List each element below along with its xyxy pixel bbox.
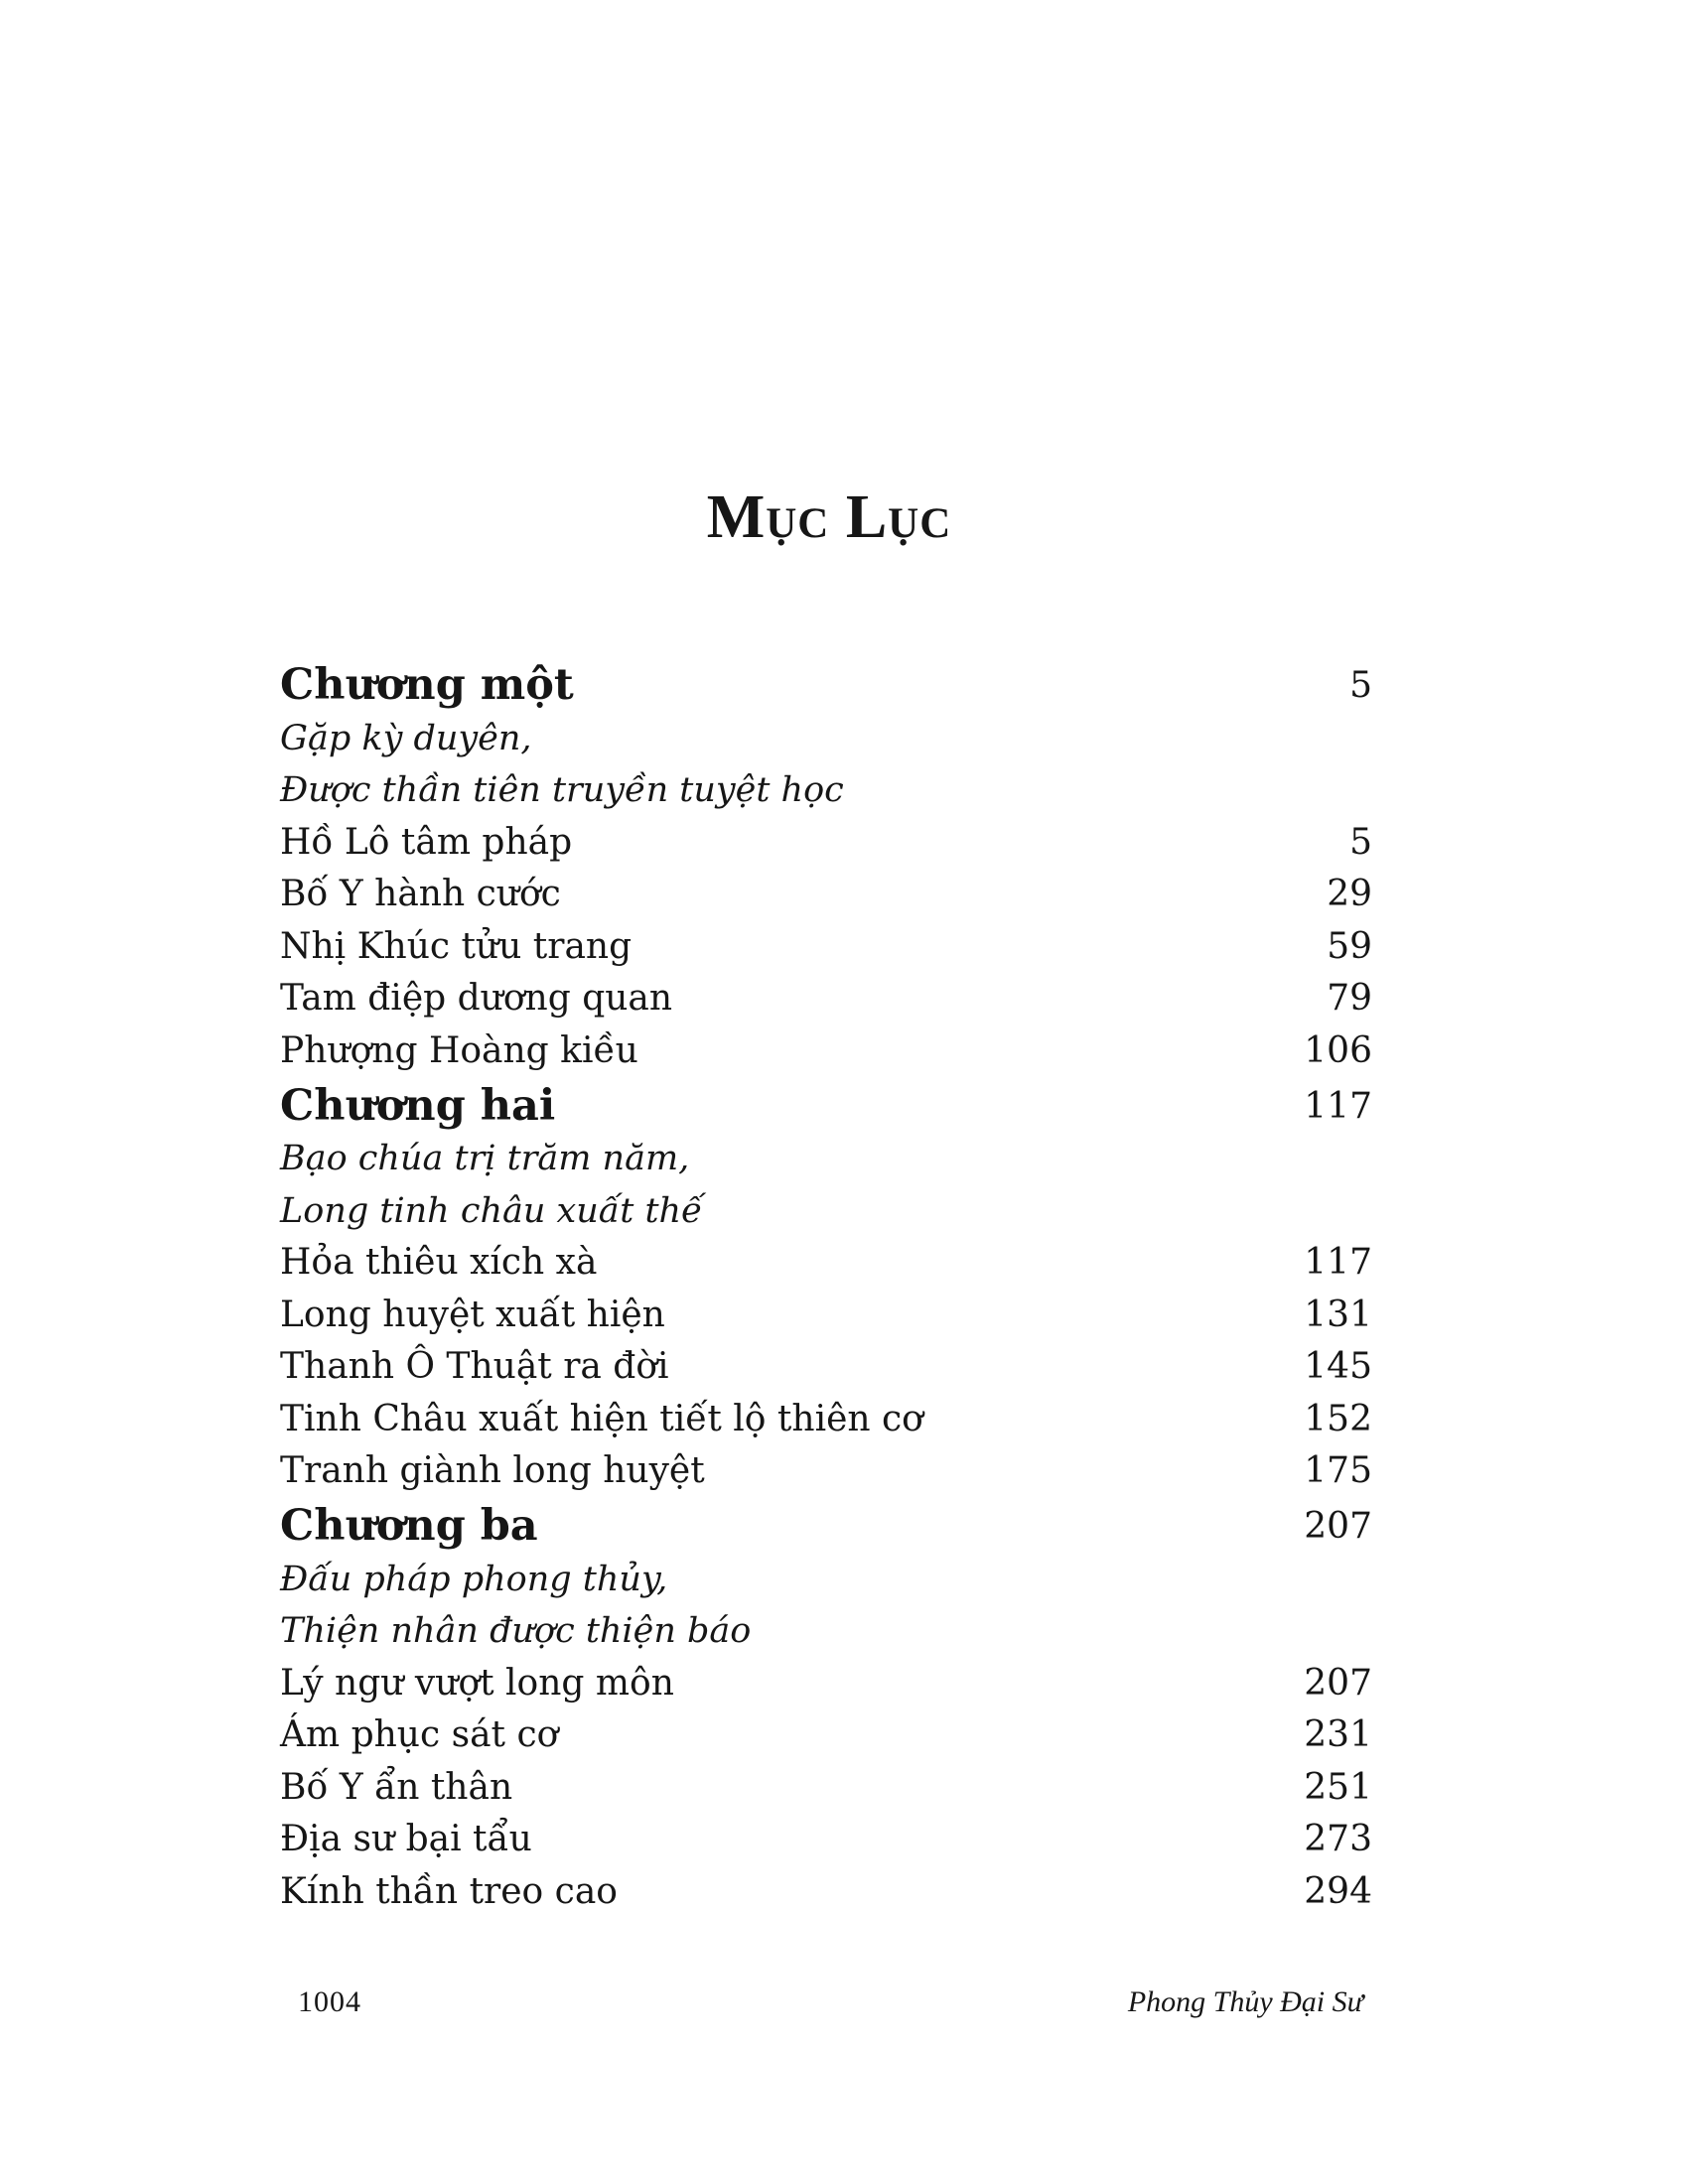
chapter-subtitle-line <box>280 1557 1372 1609</box>
chapter-heading-row <box>280 1501 1372 1557</box>
chapter-subtitle-line <box>280 1137 1372 1189</box>
chapter-subtitle-line <box>280 716 1372 768</box>
chapter-subtitle-line <box>280 768 1372 821</box>
toc-entry-title: Ám phục sát cơ <box>280 1714 559 1755</box>
chapter-heading: Chương hai <box>280 1080 556 1131</box>
toc-entry <box>280 1345 1372 1398</box>
toc-entry-title: Bố Y ẩn thân <box>280 1766 513 1808</box>
chapter-subtitle-text: Đấu pháp phong thủy, <box>280 1559 668 1599</box>
table-of-contents <box>280 660 1372 1922</box>
toc-entry <box>280 1449 1372 1502</box>
toc-entry-title: Tam điệp dương quan <box>280 978 673 1019</box>
footer-book-title: Phong Thủy Đại Sư <box>1127 1985 1363 2018</box>
chapter-block <box>280 660 1372 1081</box>
chapter-subtitle-text: Được thần tiên truyền tuyệt học <box>280 770 844 810</box>
toc-entry <box>280 1869 1372 1922</box>
toc-entry-page: 117 <box>1304 1242 1372 1283</box>
toc-entry-title: Lý ngư vượt long môn <box>280 1662 674 1704</box>
chapter-page-number: 117 <box>1304 1085 1372 1127</box>
toc-entry <box>280 1765 1372 1818</box>
toc-entry <box>280 1818 1372 1870</box>
chapter-block <box>280 1501 1372 1922</box>
toc-entry-title: Hỏa thiêu xích xà <box>280 1242 598 1283</box>
toc-entry-page: 207 <box>1304 1662 1372 1704</box>
toc-entry-page: 59 <box>1327 925 1372 967</box>
toc-entry-page: 131 <box>1304 1294 1372 1335</box>
chapter-subtitle-text: Gặp kỳ duyên, <box>280 718 532 758</box>
toc-entry-title: Tinh Châu xuất hiện tiết lộ thiên cơ <box>280 1398 923 1439</box>
footer-page-number: 1004 <box>298 1985 361 2018</box>
toc-entry <box>280 1397 1372 1449</box>
toc-entry <box>280 1293 1372 1345</box>
toc-entry <box>280 924 1372 977</box>
toc-entry-page: 29 <box>1327 874 1372 914</box>
toc-entry-title: Hồ Lô tâm pháp <box>280 821 573 863</box>
toc-entry-title: Nhị Khúc tửu trang <box>280 925 633 967</box>
chapter-heading-row <box>280 1081 1372 1137</box>
toc-entry-title: Bố Y hành cước <box>280 874 561 914</box>
chapter-heading: Chương một <box>280 660 574 710</box>
toc-entry-title: Tranh giành long huyệt <box>280 1450 705 1491</box>
chapter-heading: Chương ba <box>280 1501 538 1551</box>
chapter-subtitle-text: Thiện nhân được thiện báo <box>280 1611 752 1651</box>
toc-entry <box>280 1713 1372 1766</box>
toc-entry-page: 106 <box>1304 1029 1372 1071</box>
toc-entry-page: 79 <box>1327 978 1372 1019</box>
toc-entry-page: 145 <box>1304 1346 1372 1387</box>
toc-entry-title: Long huyệt xuất hiện <box>280 1294 665 1335</box>
toc-entry-title: Thanh Ô Thuật ra đời <box>280 1346 669 1387</box>
toc-entry-page: 273 <box>1304 1819 1372 1859</box>
toc-entry <box>280 820 1372 873</box>
page-title: Mục Lục <box>706 483 952 551</box>
chapter-page-number: 5 <box>1349 665 1372 706</box>
toc-entry <box>280 1661 1372 1713</box>
toc-entry-page: 152 <box>1304 1398 1372 1439</box>
toc-entry-page: 251 <box>1304 1766 1372 1808</box>
chapter-subtitle-line <box>280 1188 1372 1241</box>
toc-entry-page: 175 <box>1304 1450 1372 1491</box>
toc-entry-title: Địa sư bại tẩu <box>280 1819 532 1859</box>
chapter-heading-row <box>280 660 1372 716</box>
toc-entry-title: Kính thần treo cao <box>280 1870 618 1912</box>
toc-entry <box>280 1241 1372 1294</box>
toc-entry <box>280 1028 1372 1081</box>
chapter-subtitle-line <box>280 1609 1372 1662</box>
chapter-block <box>280 1081 1372 1502</box>
chapter-subtitle-text: Bạo chúa trị trăm năm, <box>280 1139 690 1178</box>
toc-entry-page: 5 <box>1349 821 1372 863</box>
toc-entry <box>280 873 1372 925</box>
toc-entry-title: Phượng Hoàng kiều <box>280 1029 638 1071</box>
toc-entry <box>280 977 1372 1029</box>
toc-entry-page: 294 <box>1304 1870 1372 1912</box>
chapter-page-number: 207 <box>1304 1506 1372 1547</box>
toc-entry-page: 231 <box>1304 1714 1372 1755</box>
chapter-subtitle-text: Long tinh châu xuất thế <box>280 1190 703 1231</box>
